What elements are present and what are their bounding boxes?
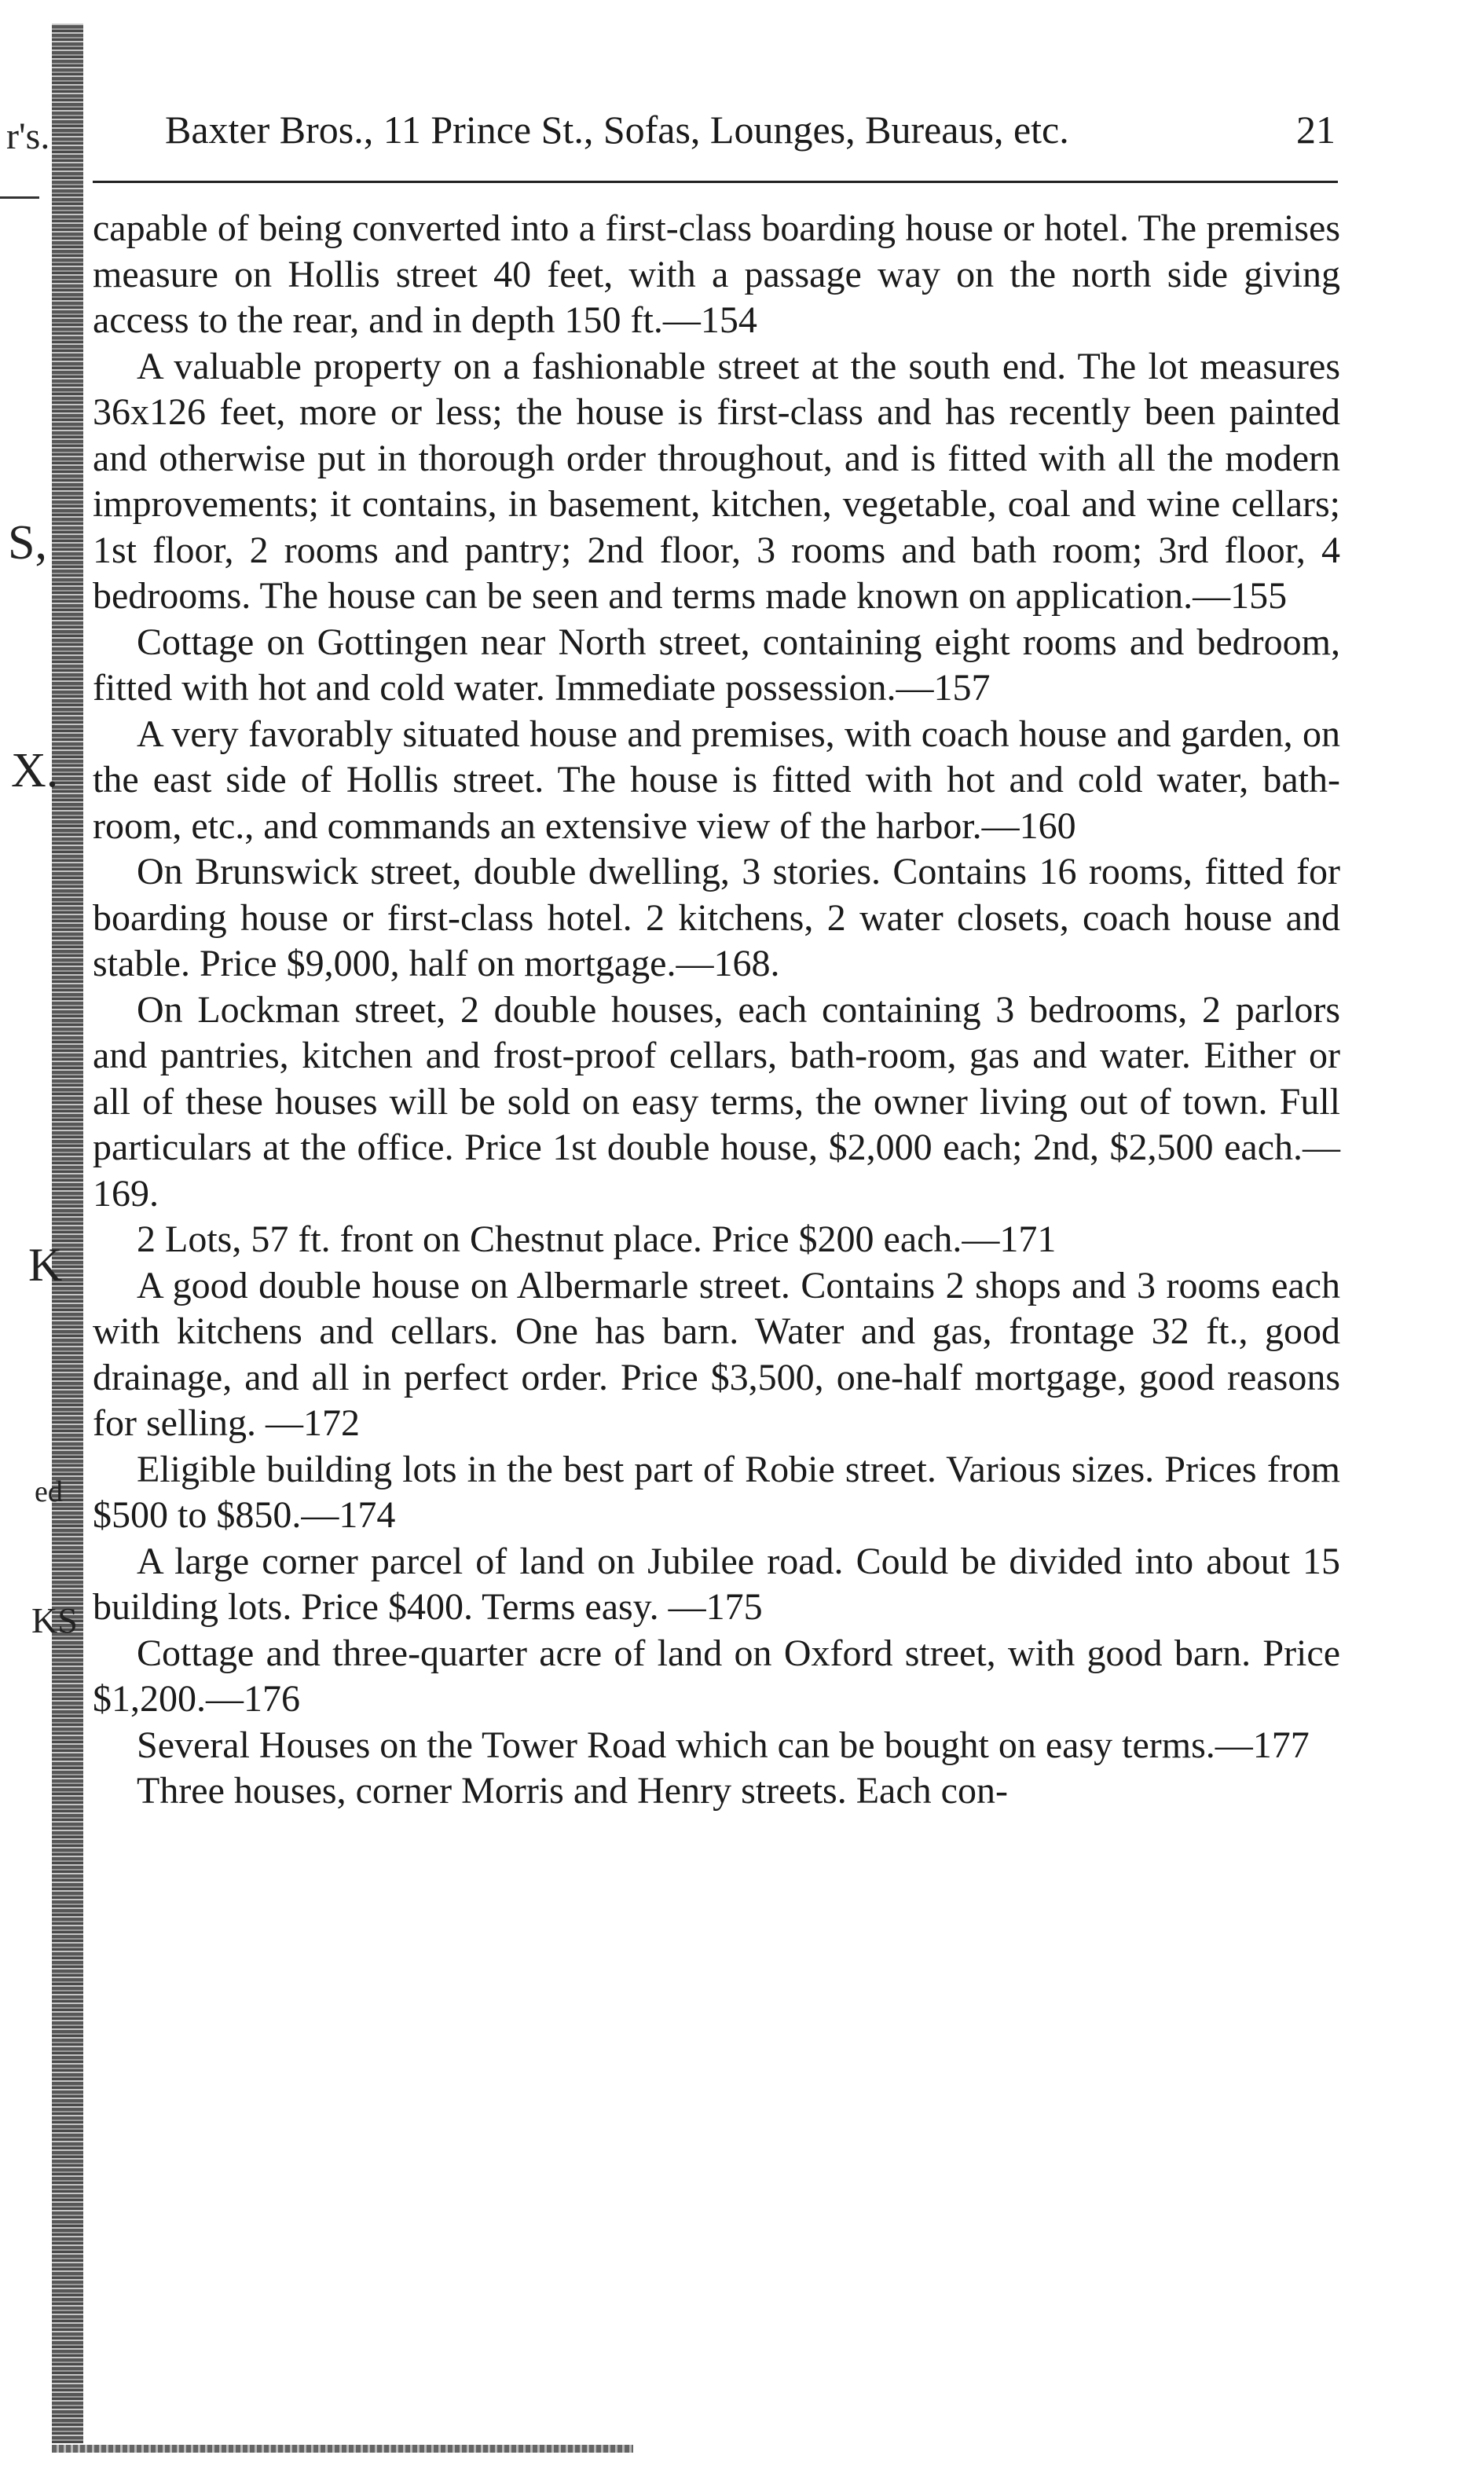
listing-paragraph: Eligible building lots in the best part of Robie street. Various sizes. Prices from $500 to $850.—174 bbox=[93, 1448, 1340, 1536]
margin-fragment: KS bbox=[31, 1600, 78, 1640]
listing-paragraph: A very favorably situated house and premises, with coach house and garden, on the east side of Hollis street. The house is fitted with hot and cold water, bath-room, etc., and commands an extensive view of the harbor.—160 bbox=[93, 713, 1340, 847]
listing-paragraph: On Lockman street, 2 double houses, each containing 3 bedrooms, 2 parlors and pantries, kitchen and frost-proof cellars, bath-room, gas and water. Either or all of these houses will be sold on easy terms, the owner living out of town. Full particulars at the office. Price 1st double house, $2,000 each; 2nd, $2,500 each.—169. bbox=[93, 988, 1340, 1215]
listing-paragraph: Cottage on Gottingen near North street, containing eight rooms and bedroom, fitted with hot and cold water. Immediate possession.—157 bbox=[93, 621, 1340, 709]
listing-paragraph: On Brunswick street, double dwelling, 3 stories. Contains 16 rooms, fitted for boarding house or first-class hotel. 2 kitchens, 2 water closets, coach house and stable. Price $9,000, half on mortgage.—168. bbox=[93, 851, 1340, 984]
margin-fragment: K bbox=[28, 1239, 63, 1291]
margin-fragment: r's. bbox=[6, 115, 50, 157]
listing-paragraph: 2 Lots, 57 ft. front on Chestnut place. Price $200 each.—171 bbox=[137, 1218, 1057, 1260]
binding-gutter bbox=[52, 24, 83, 2443]
running-title: Baxter Bros., 11 Prince St., Sofas, Lounges, Bureaus, etc. bbox=[165, 108, 1069, 152]
binding-gutter-base bbox=[52, 2445, 633, 2453]
header-rule bbox=[93, 181, 1338, 183]
running-header bbox=[165, 102, 1336, 157]
margin-rule bbox=[0, 196, 39, 199]
listing-paragraph: A large corner parcel of land on Jubilee road. Could be divided into about 15 building lots. Price $400. Terms easy. —175 bbox=[93, 1540, 1340, 1628]
listings-text bbox=[93, 206, 1340, 1815]
page-number: 21 bbox=[1296, 108, 1336, 152]
listing-paragraph: capable of being converted into a first-class boarding house or hotel. The premises measure on Hollis street 40 feet, with a passage way on the north side giving access to the rear, and in depth 150 ft.—154 bbox=[93, 207, 1340, 341]
listing-paragraph: Several Houses on the Tower Road which can be bought on easy terms.—177 bbox=[137, 1724, 1310, 1766]
listing-paragraph: Cottage and three-quarter acre of land on Oxford street, with good barn. Price $1,200.—176 bbox=[93, 1632, 1340, 1720]
listing-paragraph: Three houses, corner Morris and Henry streets. Each con- bbox=[137, 1770, 1008, 1812]
margin-fragment: ed bbox=[35, 1475, 63, 1508]
margin-fragment: X. bbox=[11, 744, 59, 797]
listing-paragraph: A good double house on Albermarle street. Contains 2 shops and 3 rooms each with kitchens and cellars. One has barn. Water and gas, frontage 32 ft., good drainage, and all in perfect order. Price $3,500, one-half mortgage, good reasons for selling. —172 bbox=[93, 1264, 1340, 1444]
listing-paragraph: A valuable property on a fashionable street at the south end. The lot measures 36x126 feet, more or less; the house is first-class and has recently been painted and otherwise put in thorough order throughout, and is fitted with all the modern improvements; it contains, in basement, kitchen, vegetable, coal and wine cellars; 1st floor, 2 rooms and pantry; 2nd floor, 3 rooms and bath room; 3rd floor, 4 bedrooms. The house can be seen and terms made known on application.—155 bbox=[93, 345, 1340, 617]
margin-fragment: S, bbox=[8, 516, 47, 570]
